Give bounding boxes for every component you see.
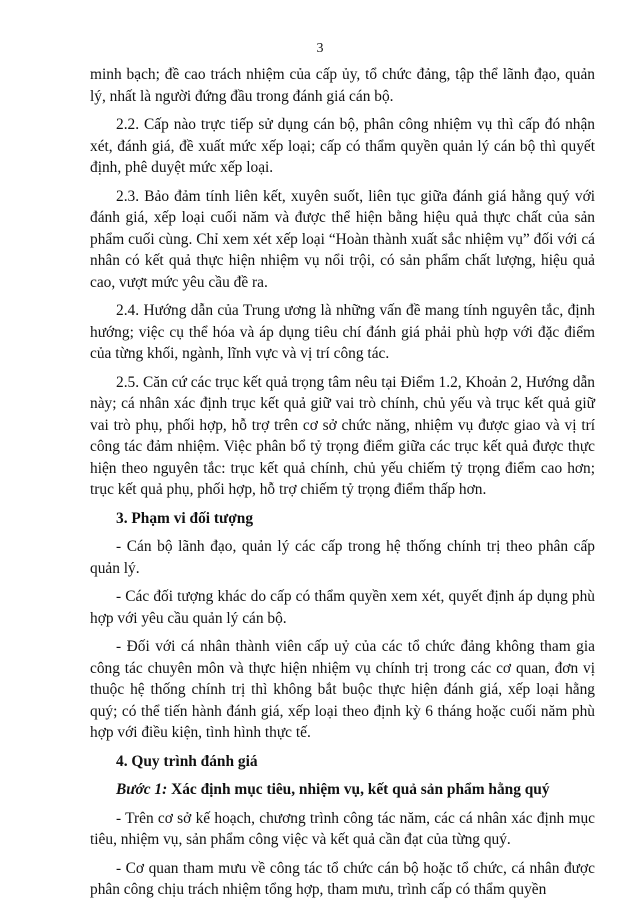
paragraph-2-2: 2.2. Cấp nào trực tiếp sử dụng cán bộ, phân công nhiệm vụ thì cấp đó nhận xét, đánh giá, đề xuất mức xếp loại; cấp có thẩm quyền quản lý cán bộ thì quyết định, phê duyệt mức xếp loại. <box>90 116 595 176</box>
document-body <box>90 64 595 908</box>
section-4-heading: 4. Quy trình đánh giá <box>116 752 258 770</box>
paragraph-2-4: 2.4. Hướng dẫn của Trung ương là những vấn đề mang tính nguyên tắc, định hướng; việc cụ thể hóa và áp dụng tiêu chí đánh giá phải phù hợp với đặc điểm của từng khối, ngành, lĩnh vực và vị trí công tác. <box>90 302 595 362</box>
section-3-heading: 3. Phạm vi đối tượng <box>116 509 254 527</box>
section-3-item: - Đối với cá nhân thành viên cấp uỷ của các tổ chức đảng không tham gia công tác chuyên môn và thực hiện nhiệm vụ chính trị trong các cơ quan, đơn vị thuộc hệ thống chính trị thì không bắt buộc thực hiện đánh giá, xếp loại hằng quý; có thể tiến hành đánh giá, xếp loại theo định kỳ 6 tháng hoặc cuối năm phù hợp với điều kiện, tình hình thực tế. <box>90 638 595 741</box>
step-1-title: Xác định mục tiêu, nhiệm vụ, kết quả sản phẩm hằng quý <box>167 781 550 798</box>
step-1-label: Bước 1: <box>116 781 168 798</box>
paragraph-2-3: 2.3. Bảo đảm tính liên kết, xuyên suốt, liên tục giữa đánh giá hằng quý với đánh giá, xếp loại cuối năm và được thể hiện bằng hiệu quả thực chất của sản phẩm cuối cùng. Chỉ xem xét xếp loại “Hoàn thành xuất sắc nhiệm vụ” đối với cá nhân có kết quả thực hiện nhiệm vụ nổi trội, có sản phẩm chất lượng, hiệu quả cao, vượt mức yêu cầu đề ra. <box>90 187 595 291</box>
page-number: 3 <box>316 41 324 56</box>
paragraph-2-5: 2.5. Căn cứ các trục kết quả trọng tâm nêu tại Điểm 1.2, Khoản 2, Hướng dẫn này; cá nhân xác định trục kết quả giữ vai trò chính, chủ yếu và trục kết quả giữ vai trò phụ, phối hợp, hỗ trợ trên cơ sở chức năng, nhiệm vụ được giao và vị trí công tác đảm nhiệm. Việc phân bổ tỷ trọng điểm giữa các trục kết quả được thực hiện theo nguyên tắc: trục kết quả chính, chủ yếu chiếm tỷ trọng điểm cao hơn; trục kết quả phụ, phối hợp, hỗ trợ chiếm tỷ trọng điểm thấp hơn. <box>90 373 595 498</box>
step-1-heading <box>90 779 595 801</box>
section-4-item: - Trên cơ sở kế hoạch, chương trình công tác năm, các cá nhân xác định mục tiêu, nhiệm vụ, sản phẩm công việc và kết quả cần đạt của từng quý. <box>90 809 595 848</box>
section-3-item: - Các đối tượng khác do cấp có thẩm quyền xem xét, quyết định áp dụng phù hợp với yêu cầu quản lý cán bộ. <box>90 588 595 627</box>
section-3-item: - Cán bộ lãnh đạo, quản lý các cấp trong hệ thống chính trị theo phân cấp quản lý. <box>90 538 595 577</box>
paragraph-continuation: minh bạch; đề cao trách nhiệm của cấp ủy, tổ chức đảng, tập thể lãnh đạo, quản lý, nhất là người đứng đầu trong đánh giá cán bộ. <box>90 66 595 105</box>
section-4-item: - Cơ quan tham mưu về công tác tổ chức cán bộ hoặc tổ chức, cá nhân được phân công chịu trách nhiệm tổng hợp, tham mưu, trình cấp có thẩm quyền <box>90 859 595 898</box>
